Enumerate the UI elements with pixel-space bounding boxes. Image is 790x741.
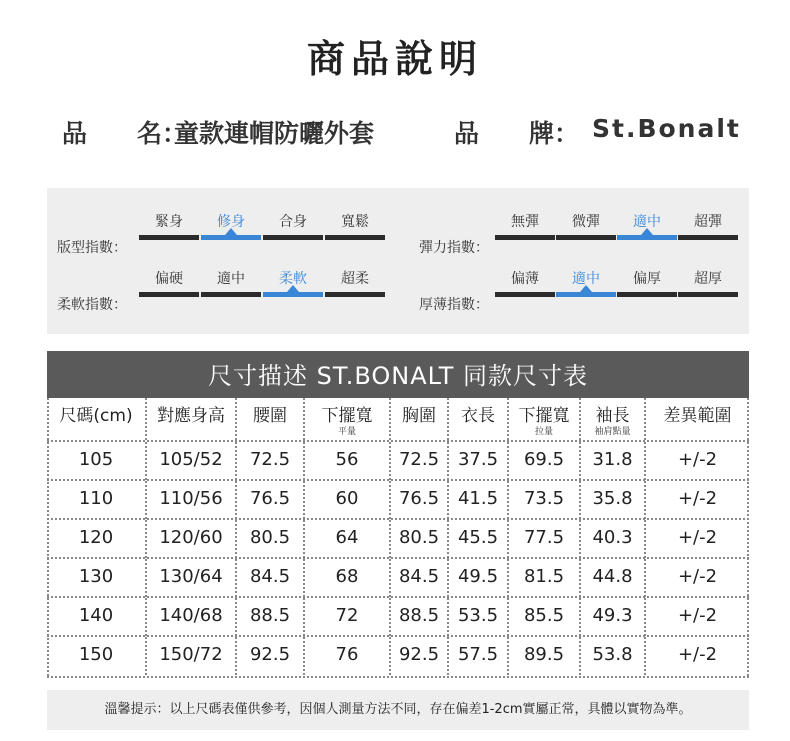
table-cell: 57.5 — [447, 637, 507, 675]
table-cell: +/-2 — [644, 559, 749, 597]
table-cell: 80.5 — [235, 520, 303, 558]
table-cell: 64 — [303, 520, 389, 558]
table-cell: 130/64 — [145, 559, 235, 597]
table-cell: 37.5 — [447, 442, 507, 480]
indicator-bar-selected — [201, 235, 261, 240]
column-header-label: 下擺寬 — [321, 406, 373, 426]
column-header-sub: 袖肩點量 — [594, 427, 631, 437]
table-cell: 110 — [78, 488, 114, 509]
indicator-bar — [139, 292, 199, 297]
indicator-label: 版型指數： — [57, 240, 127, 256]
column-header — [447, 398, 507, 440]
indicator-label: 彈力指數： — [419, 240, 489, 256]
table-cell: 89.5 — [507, 637, 579, 675]
product-name-value: 童款連帽防曬外套 — [174, 119, 375, 148]
indicator-option: 超柔 — [341, 271, 369, 287]
indicator-option-selected: 修身 — [217, 214, 245, 230]
indicator-option-selected: 適中 — [572, 271, 600, 287]
table-row — [47, 557, 749, 597]
column-header-label: 下擺寬 — [518, 406, 570, 426]
table-cell: 76.5 — [235, 481, 303, 519]
table-cell: 49.3 — [579, 598, 644, 636]
indicator-softness — [57, 268, 387, 313]
column-header — [389, 398, 447, 440]
column-header-label: 差異範圍 — [663, 406, 732, 426]
indicator-option-selected: 適中 — [633, 214, 661, 230]
table-cell: 53.5 — [447, 598, 507, 636]
indicator-bar — [325, 235, 385, 240]
indicator-bar — [325, 292, 385, 297]
table-cell: 84.5 — [389, 559, 447, 597]
column-header — [644, 398, 749, 440]
column-header — [47, 398, 145, 440]
table-cell: +/-2 — [644, 598, 749, 636]
table-cell: 140/68 — [145, 598, 235, 636]
indicator-bar — [201, 292, 261, 297]
indicator-label: 厚薄指數： — [419, 297, 489, 313]
table-cell: 73.5 — [507, 481, 579, 519]
table-cell: 53.8 — [579, 637, 644, 675]
table-row — [47, 518, 749, 558]
indicator-bar — [495, 292, 555, 297]
indicator-option: 無彈 — [511, 214, 539, 230]
indicator-bar — [495, 235, 555, 240]
indicator-option: 偏厚 — [633, 271, 661, 287]
table-cell: 72 — [303, 598, 389, 636]
indicator-bar — [139, 235, 199, 240]
table-cell: 92.5 — [235, 637, 303, 675]
indicator-bar-selected — [617, 235, 677, 240]
indicator-option-selected: 柔軟 — [279, 271, 307, 287]
table-cell: 84.5 — [235, 559, 303, 597]
indicator-thickness — [419, 268, 749, 313]
column-header-label: 尺碼(cm) — [59, 406, 133, 426]
table-cell: +/-2 — [644, 442, 749, 480]
product-name-label: 品 名： — [62, 119, 188, 148]
table-cell: +/-2 — [644, 520, 749, 558]
indicator-stretch — [419, 211, 749, 256]
table-cell: 80.5 — [389, 520, 447, 558]
indicator-bar — [263, 235, 323, 240]
table-cell: +/-2 — [644, 637, 749, 675]
table-cell: 77.5 — [507, 520, 579, 558]
indicator-option: 偏薄 — [511, 271, 539, 287]
table-cell: 120/60 — [145, 520, 235, 558]
indicator-bar — [617, 292, 677, 297]
table-header-row — [47, 398, 749, 440]
indicator-option: 緊身 — [155, 214, 183, 230]
table-cell: 49.5 — [447, 559, 507, 597]
brand-value: St.Bonalt — [592, 114, 741, 143]
indicator-bar — [678, 235, 738, 240]
table-cell: +/-2 — [644, 481, 749, 519]
table-cell: 150 — [78, 644, 114, 665]
table-cell: 120 — [78, 527, 114, 548]
table-cell: 76 — [303, 637, 389, 675]
table-cell: 105/52 — [145, 442, 235, 480]
indicator-bar — [556, 235, 616, 240]
table-cell: 72.5 — [235, 442, 303, 480]
indicator-option: 合身 — [279, 214, 307, 230]
indicator-bar-selected — [556, 292, 616, 297]
table-cell: 140 — [78, 605, 114, 626]
table-row — [47, 440, 749, 480]
table-cell: 130 — [78, 566, 114, 587]
column-header-sub: 拉量 — [534, 427, 553, 437]
column-header — [303, 398, 389, 440]
table-cell: 110/56 — [145, 481, 235, 519]
indicator-option: 適中 — [217, 271, 245, 287]
table-cell: 150/72 — [145, 637, 235, 675]
product-info — [62, 114, 752, 154]
table-cell: 31.8 — [579, 442, 644, 480]
table-cell: 85.5 — [507, 598, 579, 636]
indicator-option: 寬鬆 — [341, 214, 369, 230]
indicator-bar-selected — [263, 292, 323, 297]
column-header — [235, 398, 303, 440]
table-row — [47, 596, 749, 636]
indicator-option: 偏硬 — [155, 271, 183, 287]
table-cell: 35.8 — [579, 481, 644, 519]
column-header-label: 衣長 — [461, 406, 495, 426]
indicator-option: 超厚 — [694, 271, 722, 287]
size-table — [47, 398, 749, 678]
indicator-option: 微彈 — [572, 214, 600, 230]
indicator-panel — [47, 188, 749, 334]
indicator-label: 柔軟指數： — [57, 297, 127, 313]
column-header-label: 胸圍 — [402, 406, 436, 426]
table-cell: 41.5 — [447, 481, 507, 519]
table-cell: 44.8 — [579, 559, 644, 597]
size-note: 溫馨提示：以上尺碼表僅供參考，因個人測量方法不同，存在偏差1-2cm實屬正常，具體以實物為準。 — [47, 690, 749, 730]
table-cell: 76.5 — [389, 481, 447, 519]
page-title: 商品說明 — [306, 37, 483, 81]
column-header-label: 袖長 — [595, 406, 630, 426]
size-table-title: 尺寸描述 ST.BONALT 同款尺寸表 — [47, 351, 749, 398]
table-cell: 105 — [78, 449, 114, 470]
column-header-label: 對應身高 — [157, 406, 225, 426]
indicator-bar — [678, 292, 738, 297]
table-cell: 60 — [303, 481, 389, 519]
column-header-sub: 平量 — [337, 427, 356, 437]
table-cell: 72.5 — [389, 442, 447, 480]
table-cell: 88.5 — [235, 598, 303, 636]
table-cell: 69.5 — [507, 442, 579, 480]
indicator-fit — [57, 211, 387, 256]
table-cell: 88.5 — [389, 598, 447, 636]
table-row — [47, 635, 749, 675]
table-cell: 92.5 — [389, 637, 447, 675]
table-cell: 45.5 — [447, 520, 507, 558]
table-row — [47, 479, 749, 519]
table-cell: 56 — [303, 442, 389, 480]
table-cell: 40.3 — [579, 520, 644, 558]
column-header — [145, 398, 235, 440]
column-header — [507, 398, 579, 440]
table-cell: 81.5 — [507, 559, 579, 597]
table-cell: 68 — [303, 559, 389, 597]
brand-label: 品 牌： — [454, 119, 580, 148]
column-header — [579, 398, 644, 440]
indicator-option: 超彈 — [694, 214, 722, 230]
column-header-label: 腰圍 — [253, 406, 287, 426]
